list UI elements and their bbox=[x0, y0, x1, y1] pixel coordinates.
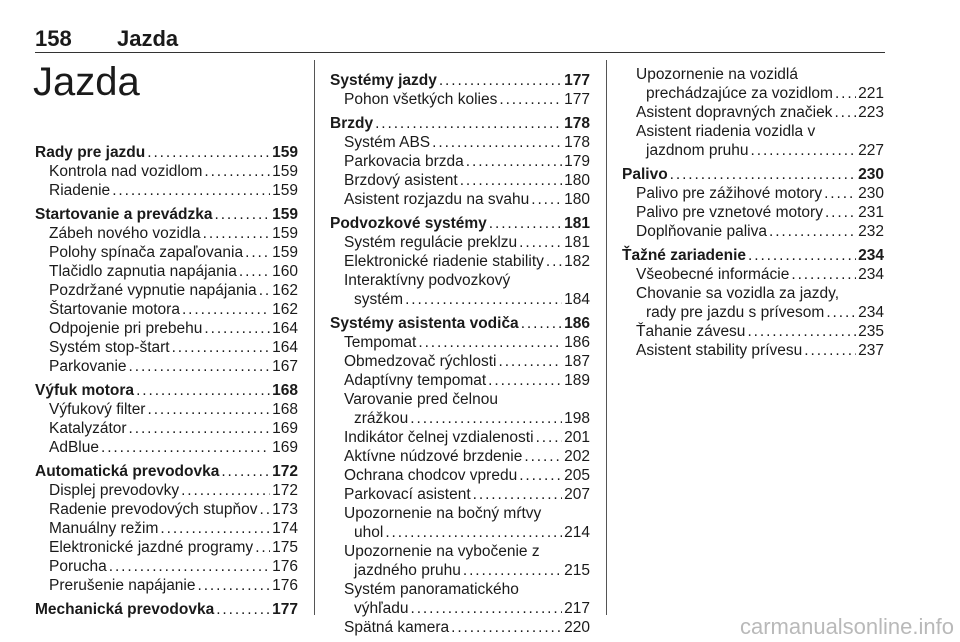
toc-page-number: 164 bbox=[272, 339, 298, 356]
toc-entry-label: Systémy jazdy bbox=[330, 72, 437, 89]
dot-leader bbox=[216, 600, 270, 619]
dot-leader bbox=[804, 341, 856, 360]
toc-entry-label: Elektronické riadenie stability bbox=[344, 253, 544, 270]
toc-page-number: 181 bbox=[564, 215, 590, 232]
toc-entry-label: Varovanie pred čelnou bbox=[344, 391, 498, 408]
toc-entry-label: Indikátor čelnej vzdialenosti bbox=[344, 429, 534, 446]
toc-entry-label: Asistent stability prívesu bbox=[636, 342, 803, 359]
toc-page-number: 234 bbox=[858, 247, 884, 264]
dot-leader bbox=[112, 181, 270, 200]
toc-entry-label: Interaktívny podvozkový bbox=[344, 272, 511, 289]
dot-leader bbox=[769, 222, 856, 241]
dot-leader bbox=[498, 352, 562, 371]
dot-leader bbox=[499, 90, 562, 109]
toc-subentry[interactable] bbox=[622, 203, 884, 222]
dot-leader bbox=[519, 466, 562, 485]
dot-leader bbox=[181, 481, 270, 500]
toc-subentry[interactable] bbox=[622, 284, 884, 322]
toc-entry-label: Aktívne núdzové brzdenie bbox=[344, 448, 523, 465]
toc-section-entry[interactable] bbox=[330, 314, 590, 333]
toc-subentry[interactable] bbox=[330, 371, 590, 390]
dot-leader bbox=[418, 333, 562, 352]
toc-entry-label: Porucha bbox=[49, 558, 107, 575]
toc-subentry[interactable] bbox=[330, 171, 590, 190]
toc-entry-label: Displej prevodovky bbox=[49, 482, 180, 499]
dot-leader bbox=[670, 165, 856, 184]
toc-subentry[interactable] bbox=[330, 466, 590, 485]
toc-section-entry[interactable] bbox=[330, 114, 590, 133]
dot-leader bbox=[451, 618, 562, 637]
toc-entry-label: Ťahanie závesu bbox=[636, 323, 746, 340]
chapter-title: Jazda bbox=[33, 60, 140, 104]
dot-leader bbox=[488, 371, 562, 390]
dot-leader bbox=[214, 205, 270, 224]
toc-entry-label: AdBlue bbox=[49, 439, 99, 456]
toc-page-number: 172 bbox=[272, 463, 298, 480]
toc-entry-label: Automatická prevodovka bbox=[35, 463, 220, 480]
toc-entry-label: Prerušenie napájanie bbox=[49, 577, 196, 594]
dot-leader bbox=[411, 599, 563, 618]
toc-subentry[interactable] bbox=[330, 133, 590, 152]
toc-page-number: 159 bbox=[272, 206, 298, 223]
toc-entry-label: Manuálny režim bbox=[49, 520, 159, 537]
toc-subentry[interactable] bbox=[35, 224, 298, 243]
toc-section-entry[interactable] bbox=[330, 71, 590, 90]
toc-entry-label: Upozornenie na vozidlá bbox=[636, 66, 798, 83]
toc-subentry[interactable] bbox=[622, 122, 884, 160]
dot-leader bbox=[747, 322, 856, 341]
toc-subentry[interactable] bbox=[35, 500, 298, 519]
dot-leader bbox=[751, 141, 857, 160]
toc-page-number: 237 bbox=[858, 342, 884, 359]
toc-entry-label: Elektronické jazdné programy bbox=[49, 539, 254, 556]
dot-leader bbox=[531, 190, 562, 209]
watermark: carmanualsonline.info bbox=[739, 614, 954, 639]
toc-section-entry[interactable] bbox=[330, 214, 590, 233]
toc-page-number: 230 bbox=[858, 185, 884, 202]
toc-entry-label: Palivo bbox=[622, 166, 668, 183]
toc-page-number: 175 bbox=[272, 539, 298, 556]
toc-page-number: 159 bbox=[272, 244, 298, 261]
toc-entry-label: Asistent dopravných značiek bbox=[636, 104, 833, 121]
dot-leader bbox=[203, 224, 270, 243]
toc-page-number: 202 bbox=[564, 448, 590, 465]
dot-leader bbox=[255, 538, 270, 557]
toc-subentry[interactable] bbox=[330, 252, 590, 271]
toc-page-number: 221 bbox=[858, 85, 884, 102]
toc-subentry[interactable] bbox=[330, 618, 590, 637]
toc-entry-label: Pohon všetkých kolies bbox=[344, 91, 498, 108]
toc-subentry[interactable] bbox=[35, 243, 298, 262]
toc-column-3 bbox=[622, 65, 884, 360]
dot-leader bbox=[834, 103, 856, 122]
toc-entry-label: Parkovanie bbox=[49, 358, 127, 375]
toc-subentry[interactable] bbox=[622, 322, 884, 341]
toc-page-number: 201 bbox=[564, 429, 590, 446]
dot-leader bbox=[466, 152, 562, 171]
toc-page-number: 186 bbox=[564, 334, 590, 351]
running-section-title: Jazda bbox=[117, 26, 179, 51]
toc-subentry[interactable] bbox=[330, 271, 590, 309]
toc-entry-label-continued: výhľadu bbox=[354, 600, 409, 617]
toc-entry-label: Všeobecné informácie bbox=[636, 266, 790, 283]
toc-page-number: 177 bbox=[564, 91, 590, 108]
dot-leader bbox=[109, 557, 270, 576]
toc-page-number: 168 bbox=[272, 401, 298, 418]
toc-page-number: 205 bbox=[564, 467, 590, 484]
dot-leader bbox=[521, 314, 562, 333]
toc-page-number: 164 bbox=[272, 320, 298, 337]
toc-subentry[interactable] bbox=[35, 181, 298, 200]
toc-page-number: 159 bbox=[272, 182, 298, 199]
toc-page-number: 180 bbox=[564, 172, 590, 189]
toc-subentry[interactable] bbox=[35, 300, 298, 319]
toc-page-number: 182 bbox=[564, 253, 590, 270]
dot-leader bbox=[748, 246, 856, 265]
toc-page-number: 207 bbox=[564, 486, 590, 503]
toc-subentry[interactable] bbox=[622, 265, 884, 284]
dot-leader bbox=[385, 523, 562, 542]
toc-entry-label: Chovanie sa vozidla za jazdy, bbox=[636, 285, 840, 302]
toc-section-entry[interactable] bbox=[35, 600, 298, 619]
column-divider bbox=[606, 60, 607, 615]
dot-leader bbox=[826, 303, 856, 322]
toc-entry-label: Startovanie a prevádzka bbox=[35, 206, 213, 223]
toc-page-number: 177 bbox=[564, 72, 590, 89]
toc-entry-label: Palivo pre zážihové motory bbox=[636, 185, 823, 202]
toc-page-number: 179 bbox=[564, 153, 590, 170]
dot-leader bbox=[182, 300, 270, 319]
toc-subentry[interactable] bbox=[330, 542, 590, 580]
toc-subentry[interactable] bbox=[330, 580, 590, 618]
toc-subentry[interactable] bbox=[35, 557, 298, 576]
toc-page-number: 232 bbox=[858, 223, 884, 240]
toc-page-number: 217 bbox=[564, 600, 590, 617]
toc-entry-label: Brzdy bbox=[330, 115, 374, 132]
toc-page-number: 187 bbox=[564, 353, 590, 370]
toc-entry-label: Spätná kamera bbox=[344, 619, 450, 636]
toc-page-number: 234 bbox=[858, 266, 884, 283]
toc-entry-label: Katalyzátor bbox=[49, 420, 127, 437]
dot-leader bbox=[460, 171, 562, 190]
dot-leader bbox=[375, 114, 562, 133]
toc-page-number: 231 bbox=[858, 204, 884, 221]
toc-subentry[interactable] bbox=[330, 190, 590, 209]
toc-section-entry[interactable] bbox=[35, 205, 298, 224]
toc-page-number: 172 bbox=[272, 482, 298, 499]
toc-page-number: 173 bbox=[272, 501, 298, 518]
toc-section-entry[interactable] bbox=[35, 143, 298, 162]
dot-leader bbox=[432, 133, 562, 152]
toc-page-number: 235 bbox=[858, 323, 884, 340]
toc-entry-label-continued: jazdného pruhu bbox=[354, 562, 461, 579]
dot-leader bbox=[835, 84, 856, 103]
toc-entry-label: Riadenie bbox=[49, 182, 111, 199]
toc-subentry[interactable] bbox=[35, 419, 298, 438]
toc-page-number: 177 bbox=[272, 601, 298, 618]
toc-column-1 bbox=[35, 143, 298, 619]
toc-page-number: 169 bbox=[272, 420, 298, 437]
toc-entry-label: Parkovacia brzda bbox=[344, 153, 464, 170]
toc-subentry[interactable] bbox=[330, 485, 590, 504]
toc-entry-label: Tempomat bbox=[344, 334, 417, 351]
toc-subentry[interactable] bbox=[35, 481, 298, 500]
dot-leader bbox=[245, 243, 270, 262]
dot-leader bbox=[172, 338, 271, 357]
toc-subentry[interactable] bbox=[622, 341, 884, 360]
toc-entry-label: Výfuk motora bbox=[35, 382, 135, 399]
dot-leader bbox=[221, 462, 270, 481]
toc-page-number: 214 bbox=[564, 524, 590, 541]
toc-page-number: 198 bbox=[564, 410, 590, 427]
toc-entry-label: Systém regulácie preklzu bbox=[344, 234, 518, 251]
toc-entry-label-continued: zrážkou bbox=[354, 410, 409, 427]
toc-page-number: 227 bbox=[858, 142, 884, 159]
dot-leader bbox=[160, 519, 270, 538]
dot-leader bbox=[147, 400, 270, 419]
toc-subentry[interactable] bbox=[330, 152, 590, 171]
toc-entry-label: Upozornenie na vybočenie z bbox=[344, 543, 540, 560]
toc-entry-label: Asistent riadenia vozidla v bbox=[636, 123, 816, 140]
dot-leader bbox=[239, 262, 270, 281]
toc-page-number: 223 bbox=[858, 104, 884, 121]
dot-leader bbox=[473, 485, 562, 504]
dot-leader bbox=[129, 419, 271, 438]
toc-page-number: 176 bbox=[272, 558, 298, 575]
toc-subentry[interactable] bbox=[622, 222, 884, 241]
toc-page-number: 168 bbox=[272, 382, 298, 399]
dot-leader bbox=[204, 162, 270, 181]
toc-page-number: 230 bbox=[858, 166, 884, 183]
dot-leader bbox=[546, 252, 562, 271]
toc-subentry[interactable] bbox=[35, 319, 298, 338]
toc-page-number: 159 bbox=[272, 225, 298, 242]
toc-page-number: 167 bbox=[272, 358, 298, 375]
dot-leader bbox=[463, 561, 562, 580]
dot-leader bbox=[204, 319, 270, 338]
toc-entry-label: Systém stop-štart bbox=[49, 339, 170, 356]
dot-leader bbox=[405, 290, 562, 309]
dot-leader bbox=[147, 143, 270, 162]
dot-leader bbox=[536, 428, 563, 447]
dot-leader bbox=[101, 438, 270, 457]
dot-leader bbox=[524, 447, 562, 466]
toc-subentry[interactable] bbox=[330, 390, 590, 428]
toc-subentry[interactable] bbox=[330, 504, 590, 542]
dot-leader bbox=[519, 233, 562, 252]
toc-page-number: 162 bbox=[272, 282, 298, 299]
dot-leader bbox=[439, 71, 562, 90]
toc-entry-label: Parkovací asistent bbox=[344, 486, 471, 503]
toc-page-number: 159 bbox=[272, 163, 298, 180]
toc-entry-label-continued: systém bbox=[354, 291, 404, 308]
toc-entry-label: Upozornenie na bočný mŕtvy bbox=[344, 505, 542, 522]
toc-entry-label: Obmedzovač rýchlosti bbox=[344, 353, 497, 370]
page-header bbox=[35, 26, 885, 52]
toc-page-number: 174 bbox=[272, 520, 298, 537]
toc-subentry[interactable] bbox=[35, 400, 298, 419]
toc-section-entry[interactable] bbox=[35, 381, 298, 400]
toc-entry-label: Tlačidlo zapnutia napájania bbox=[49, 263, 237, 280]
toc-entry-label: Doplňovanie paliva bbox=[636, 223, 767, 240]
toc-entry-label: Štartovanie motora bbox=[49, 301, 180, 318]
toc-subentry[interactable] bbox=[330, 90, 590, 109]
toc-entry-label: Palivo pre vznetové motory bbox=[636, 204, 823, 221]
toc-subentry[interactable] bbox=[35, 338, 298, 357]
toc-entry-label: Radenie prevodových stupňov bbox=[49, 501, 258, 518]
toc-entry-label-continued: jazdnom pruhu bbox=[646, 142, 749, 159]
toc-entry-label-continued: uhol bbox=[354, 524, 384, 541]
dot-leader bbox=[260, 500, 271, 519]
toc-subentry[interactable] bbox=[35, 281, 298, 300]
toc-subentry[interactable] bbox=[622, 103, 884, 122]
toc-subentry[interactable] bbox=[622, 184, 884, 203]
toc-entry-label: Asistent rozjazdu na svahu bbox=[344, 191, 530, 208]
toc-section-entry[interactable] bbox=[622, 246, 884, 265]
dot-leader bbox=[489, 214, 562, 233]
toc-subentry[interactable] bbox=[35, 538, 298, 557]
toc-entry-label: Zábeh nového vozidla bbox=[49, 225, 201, 242]
toc-entry-label: Odpojenie pri prebehu bbox=[49, 320, 203, 337]
toc-page-number: 176 bbox=[272, 577, 298, 594]
toc-page-number: 234 bbox=[858, 304, 884, 321]
toc-section-entry[interactable] bbox=[622, 165, 884, 184]
toc-entry-label: Podvozkové systémy bbox=[330, 215, 487, 232]
toc-entry-label: Systém panoramatického bbox=[344, 581, 519, 598]
toc-entry-label: Pozdržané vypnutie napájania bbox=[49, 282, 257, 299]
toc-subentry[interactable] bbox=[330, 447, 590, 466]
toc-subentry[interactable] bbox=[330, 352, 590, 371]
toc-subentry[interactable] bbox=[330, 333, 590, 352]
toc-page-number: 180 bbox=[564, 191, 590, 208]
toc-entry-label: Systémy asistenta vodiča bbox=[330, 315, 519, 332]
toc-entry-label: Polohy spínača zapaľovania bbox=[49, 244, 244, 261]
column-divider bbox=[314, 60, 315, 615]
toc-entry-label: Ťažné zariadenie bbox=[622, 247, 747, 264]
toc-subentry[interactable] bbox=[622, 65, 884, 103]
toc-subentry[interactable] bbox=[35, 162, 298, 181]
dot-leader bbox=[410, 409, 562, 428]
toc-entry-label: Brzdový asistent bbox=[344, 172, 458, 189]
toc-page-number: 160 bbox=[272, 263, 298, 280]
toc-entry-label: Výfukový filter bbox=[49, 401, 146, 418]
toc-subentry[interactable] bbox=[330, 233, 590, 252]
toc-column-2 bbox=[330, 71, 590, 637]
toc-page-number: 189 bbox=[564, 372, 590, 389]
toc-entry-label: Systém ABS bbox=[344, 134, 431, 151]
toc-subentry[interactable] bbox=[35, 357, 298, 376]
toc-entry-label: Mechanická prevodovka bbox=[35, 601, 215, 618]
toc-entry-label: Kontrola nad vozidlom bbox=[49, 163, 203, 180]
toc-page-number: 178 bbox=[564, 115, 590, 132]
dot-leader bbox=[824, 184, 856, 203]
dot-leader bbox=[259, 281, 270, 300]
dot-leader bbox=[129, 357, 271, 376]
toc-subentry[interactable] bbox=[35, 262, 298, 281]
toc-subentry[interactable] bbox=[35, 519, 298, 538]
toc-page-number: 186 bbox=[564, 315, 590, 332]
toc-entry-label: Ochrana chodcov vpredu bbox=[344, 467, 518, 484]
header-rule bbox=[35, 52, 885, 53]
toc-subentry[interactable] bbox=[35, 438, 298, 457]
toc-page-number: 178 bbox=[564, 134, 590, 151]
dot-leader bbox=[198, 576, 271, 595]
dot-leader bbox=[791, 265, 856, 284]
toc-page-number: 215 bbox=[564, 562, 590, 579]
toc-entry-label-continued: prechádzajúce za vozidlom bbox=[646, 85, 833, 102]
toc-page-number: 181 bbox=[564, 234, 590, 251]
toc-subentry[interactable] bbox=[330, 428, 590, 447]
page-number: 158 bbox=[35, 26, 72, 51]
toc-entry-label: Rady pre jazdu bbox=[35, 144, 146, 161]
toc-entry-label: Adaptívny tempomat bbox=[344, 372, 487, 389]
toc-page-number: 220 bbox=[564, 619, 590, 636]
toc-page-number: 162 bbox=[272, 301, 298, 318]
toc-entry-label-continued: rady pre jazdu s prívesom bbox=[646, 304, 825, 321]
toc-page-number: 184 bbox=[564, 291, 590, 308]
toc-subentry[interactable] bbox=[35, 576, 298, 595]
toc-page-number: 169 bbox=[272, 439, 298, 456]
toc-section-entry[interactable] bbox=[35, 462, 298, 481]
dot-leader bbox=[136, 381, 270, 400]
toc-page-number: 159 bbox=[272, 144, 298, 161]
dot-leader bbox=[825, 203, 856, 222]
